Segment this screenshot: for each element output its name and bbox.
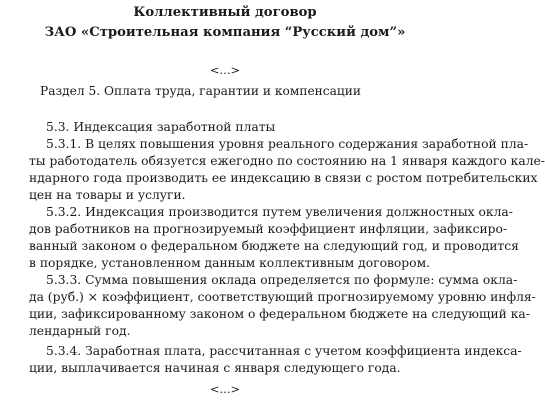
- omission-marker-bottom: <...>: [209, 382, 241, 396]
- paragraph-5-3-1-line: ты работодатель обязуется ежегодно по состоянию на 1 января каждого кале-: [29, 154, 545, 168]
- paragraph-5-3-3-line: ции, зафиксированному законом о федеральном бюджете на следующий ка-: [29, 307, 530, 321]
- subsection-heading: 5.3. Индексация заработной платы: [46, 120, 276, 134]
- omission-marker-top: <...>: [209, 63, 241, 77]
- paragraph-5-3-2-line: в порядке, установленном данным коллективным договором.: [29, 256, 431, 270]
- paragraph-5-3-4-line: 5.3.4. Заработная плата, рассчитанная с учетом коэффициента индекса-: [46, 344, 522, 358]
- document-title: Коллективный договор: [133, 5, 317, 20]
- company-name: ЗАО «Строительная компания “Русский дом”»: [44, 25, 406, 40]
- paragraph-5-3-2-line: ванный законом о федеральном бюджете на следующий год, и проводится: [29, 239, 519, 253]
- paragraph-5-3-3-line: 5.3.3. Сумма повышения оклада определяется по формуле: сумма окла-: [46, 273, 518, 287]
- paragraph-5-3-2-line: 5.3.2. Индексация производится путем увеличения должностных окла-: [46, 205, 513, 219]
- paragraph-5-3-1-line: ндарного года производить ее индексацию в связи с ростом потребительских: [29, 171, 538, 185]
- section-title: Раздел 5. Оплата труда, гарантии и компенсации: [40, 84, 361, 98]
- paragraph-5-3-3-line: да (руб.) × коэффициент, соответствующий прогнозируемому уровню инфля-: [29, 290, 536, 304]
- paragraph-5-3-3-line: лендарный год.: [29, 324, 131, 338]
- paragraph-5-3-1-line: 5.3.1. В целях повышения уровня реального содержания заработной пла-: [46, 137, 529, 151]
- paragraph-5-3-1-line: цен на товары и услуги.: [29, 188, 186, 202]
- paragraph-5-3-2-line: дов работников на прогнозируемый коэффициент инфляции, зафиксиро-: [29, 222, 508, 236]
- paragraph-5-3-4-line: ции, выплачивается начиная с января следующего года.: [29, 361, 401, 375]
